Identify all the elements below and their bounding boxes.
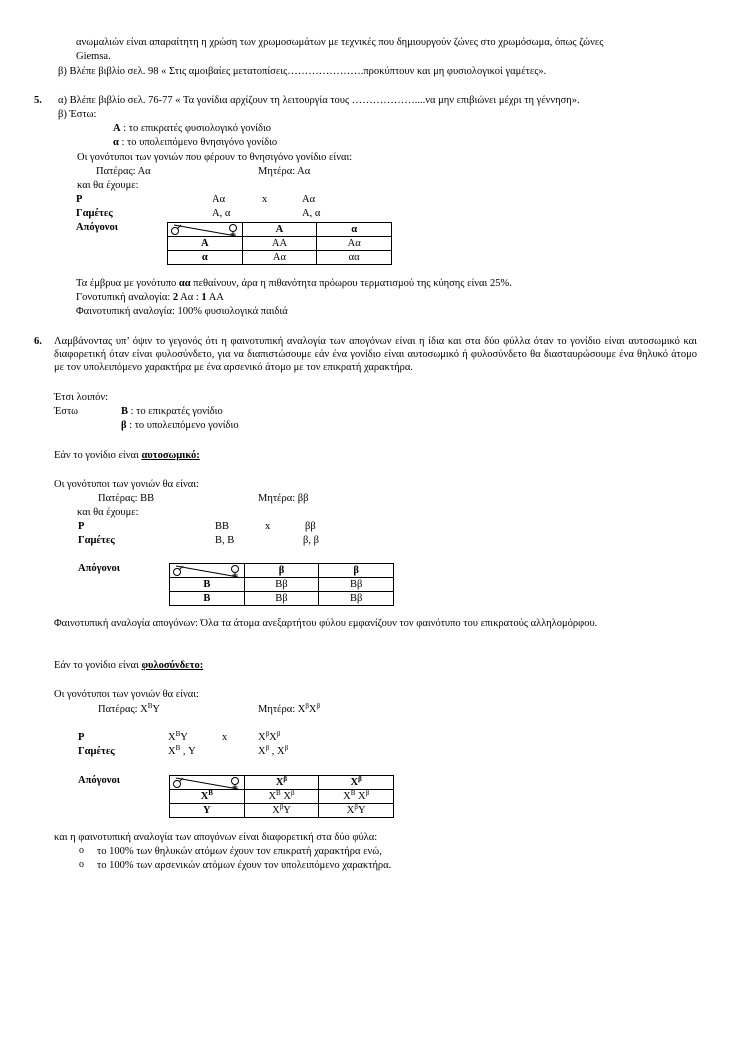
sex-symbols-corner (170, 776, 245, 790)
text-line: και θα έχουμε: (77, 507, 139, 518)
paragraph: Λαμβάνοντας υπ’ όψιν το γεγονός ότι η φαινοτυπική αναλογία των απογόνων είναι η ίδια και στα δύο φύλλα όταν το γονίδιο είναι αυτοσωμικό και διαφορετική όταν είναι φυλοσύνδετο, για να διαπιστώσουμε εάν ένα γονίδιο είναι αυτοσωμικό ή φυλοσύνδετο θα διασταυρώσουμε ένα θηλυκό άτομο με τον υπολειπόμενο χαρακτήρα με ένα αρσενικό άτομο με τον επικρατή χαρακτήρα. (54, 336, 697, 374)
gamete-values: Α, α (212, 208, 231, 219)
label-gametes: Γαμέτες (78, 535, 115, 546)
table-cell: $X^B$ $X^\beta$ (244, 790, 319, 804)
father-genotype: Πατέρας: ΒΒ (98, 493, 155, 504)
label-gametes: Γαμέτες (78, 746, 115, 757)
table-cell: Ββ (319, 578, 394, 592)
table-header: β (319, 564, 394, 578)
list-item: το 100% των αρσενικών ατόμων έχουν τον υπολειπόμενο χαρακτήρα. (97, 860, 392, 871)
label-p: P (76, 194, 83, 205)
mother-genotype: Μητέρα: Αα (258, 166, 311, 177)
gamete-values: Β, Β (215, 535, 235, 546)
table-row-header: Β (170, 592, 245, 606)
table-cell: αα (317, 251, 392, 265)
gamete-values: $X^\beta$ , $X^\beta$ (258, 744, 289, 757)
question-number: 5. (34, 95, 42, 106)
table-row-header: $X^B$ (170, 790, 245, 804)
table-cell: Ββ (244, 592, 319, 606)
label-offspring: Απόγονοι (78, 775, 120, 786)
cross-symbol: x (222, 732, 228, 743)
table-row-header: Y (170, 804, 245, 818)
continuation-line: Giemsa. (76, 51, 111, 62)
gene-definition: Β : το επικρατές γονίδιο (121, 406, 223, 417)
cross-value: $X^\beta X^\beta$ (258, 730, 281, 743)
gamete-values: Α, α (302, 208, 321, 219)
text-line: Έστω (54, 406, 79, 417)
punnett-square (169, 563, 394, 606)
sex-symbols-corner (170, 564, 245, 578)
phenotypic-ratio: Φαινοτυπική αναλογία απογόνων: Όλα τα άτομα ανεξαρτήτου φύλου εμφανίζουν τον φαινότυπο του επικρατούς αλληλομόρφου. (54, 618, 598, 629)
table-cell: $X^\beta Y$ (319, 804, 394, 818)
genotypic-ratio: Γονοτυπική αναλογία: 2 Αα : 1 ΑΑ (76, 292, 224, 303)
label-gametes: Γαμέτες (76, 208, 113, 219)
table-cell: Αα (317, 237, 392, 251)
answer-a: α) Βλέπε βιβλίο σελ. 76-77 « Τα γονίδια αρχίζουν τη λειτουργία τους ………………....να μην επιβιώνει μέχρι τη γέννηση». (58, 95, 580, 106)
mother-genotype: Μητέρα: $X^\beta X^\beta$ (258, 702, 321, 715)
cross-value: ββ (305, 521, 316, 532)
table-cell: $X^B$ $X^\beta$ (319, 790, 394, 804)
label-p: P (78, 732, 85, 743)
table-cell: $X^\beta Y$ (244, 804, 319, 818)
table-header: β (244, 564, 319, 578)
punnett-square (167, 222, 392, 265)
reference-b: β) Βλέπε βιβλίο σελ. 98 « Στις αμοιβαίες μετατοπίσεις………………….προκύπτουν και μη φυσιολογικοί γαμέτες». (58, 66, 547, 77)
male-female-icon (170, 776, 244, 790)
bullet-icon: o (79, 845, 84, 856)
cross-value: ΒΒ (215, 521, 230, 532)
text-line: Οι γονότυποι των γονιών θα είναι: (54, 479, 199, 490)
text-line: Έτσι λοιπόν: (54, 392, 108, 403)
table-cell: ΑΑ (242, 237, 317, 251)
cross-symbol: x (262, 194, 268, 205)
male-female-icon (168, 223, 242, 237)
gene-definition: Α : το επικρατές φυσιολογικό γονίδιο (113, 123, 272, 134)
text-line: Οι γονότυποι των γονιών που φέρουν το θνησιγόνο γονίδιο είναι: (77, 152, 353, 163)
text-line: Τα έμβρυα με γονότυπο αα πεθαίνουν, άρα η πιθανότητα πρόωρου τερματισμού της κύησης είναι 25%. (76, 278, 512, 289)
label-offspring: Απόγονοι (78, 563, 120, 574)
male-female-icon (170, 564, 244, 578)
section-heading: Εάν το γονίδιο είναι αυτοσωμικό: (54, 450, 200, 461)
answer-b: β) Έστω: (58, 109, 97, 120)
sex-symbols-corner (168, 223, 243, 237)
list-item: το 100% των θηλυκών ατόμων έχουν τον επικρατή χαρακτήρα ενώ, (97, 846, 382, 857)
table-cell: Αα (242, 251, 317, 265)
table-header: $X^\beta$ (244, 776, 319, 790)
section-heading: Εάν το γονίδιο είναι φυλοσύνδετο: (54, 660, 204, 671)
mother-genotype: Μητέρα: ββ (258, 493, 309, 504)
cross-value: $X^BY$ (168, 730, 188, 743)
table-header: α (317, 223, 392, 237)
table-header: Α (242, 223, 317, 237)
text-line: και η φαινοτυπική αναλογία των απογόνων είναι διαφορετική στα δύο φύλα: (54, 832, 378, 843)
label-offspring: Απόγονοι (76, 222, 118, 233)
continuation-line: ανωμαλιών είναι απαραίτητη η χρώση των χρωμοσωμάτων με τεχνικές που δημιουργούν ζώνες στο χρωμόσωμα, όπως ζώνες (76, 37, 604, 48)
phenotypic-ratio: Φαινοτυπική αναλογία: 100% φυσιολογικά παιδιά (76, 306, 288, 317)
table-cell: Ββ (319, 592, 394, 606)
gamete-values: β, β (303, 535, 319, 546)
label-p: P (78, 521, 85, 532)
text-line: Οι γονότυποι των γονιών θα είναι: (54, 689, 199, 700)
table-row-header: Β (170, 578, 245, 592)
father-genotype: Πατέρας: Αα (96, 166, 151, 177)
gene-definition: α : το υπολειπόμενο θνησιγόνο γονίδιο (113, 137, 278, 148)
punnett-square (169, 775, 394, 818)
bullet-icon: o (79, 859, 84, 870)
question-number: 6. (34, 336, 42, 347)
gene-definition: β : το υπολειπόμενο γονίδιο (121, 420, 239, 431)
cross-value: Αα (212, 194, 226, 205)
table-cell: Ββ (244, 578, 319, 592)
cross-symbol: x (265, 521, 271, 532)
cross-value: Αα (302, 194, 316, 205)
gamete-values: $X^B$ , Y (168, 744, 196, 757)
father-genotype: Πατέρας: $X^BY$ (98, 702, 161, 715)
table-row-header: Α (168, 237, 243, 251)
table-row-header: α (168, 251, 243, 265)
table-header: $X^\beta$ (319, 776, 394, 790)
text-line: και θα έχουμε: (77, 180, 139, 191)
